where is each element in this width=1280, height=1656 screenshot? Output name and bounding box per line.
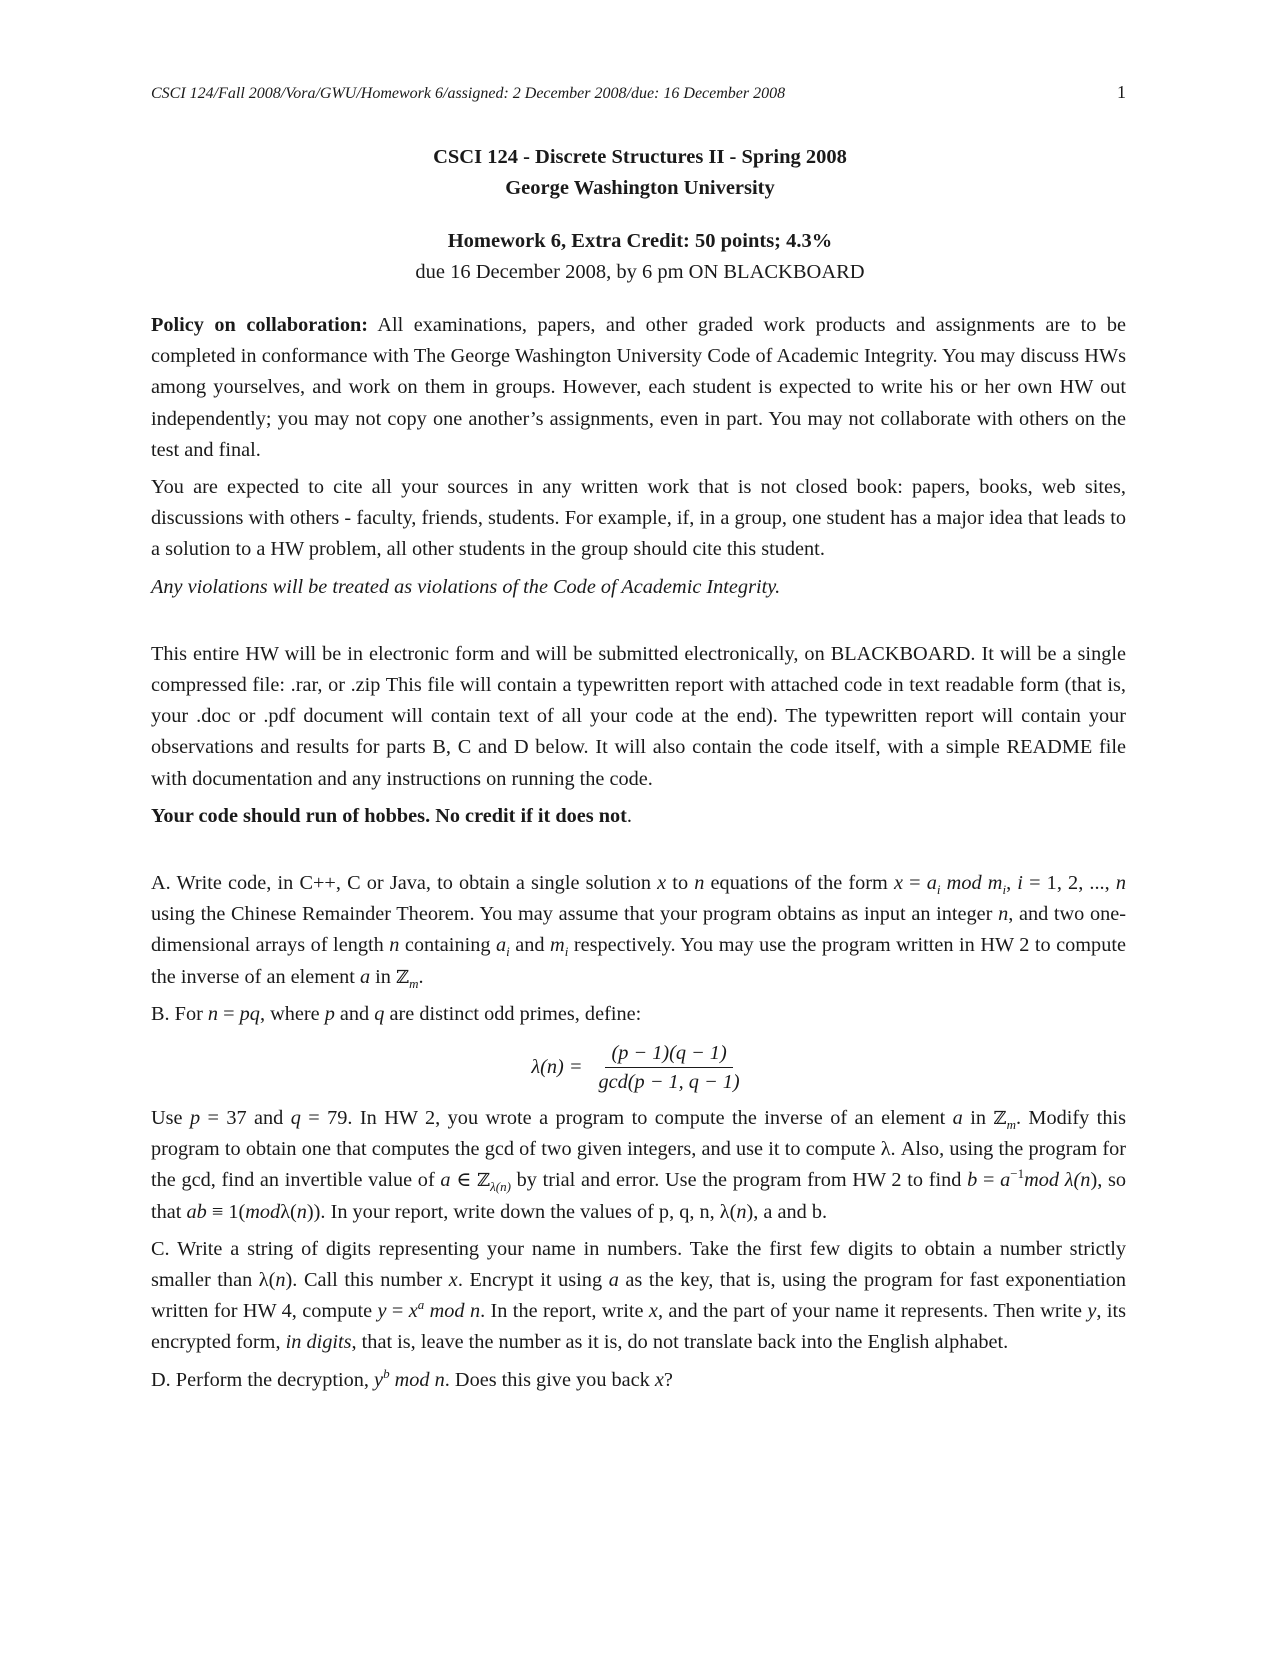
formula-numerator: (p − 1)(q − 1) [605, 1040, 732, 1068]
policy-text: All examinations, papers, and other graded work products and assignments are to be completed in conformance with The George Washington University Code of Academic Integrity. You may discuss HWs among yourselves, and work on them in groups. However, each student is expected to write his or her own HW out independently; you may not copy one another’s assignments, even in part. You may not collaborate with others on the test and final. [151, 314, 1126, 461]
policy-heading: Policy on collaboration: [151, 314, 368, 336]
homework-title: Homework 6, Extra Credit: 50 points; 4.3% [447, 230, 833, 252]
formula-lhs: λ(n) = [531, 1055, 583, 1078]
running-header [151, 82, 1126, 103]
hobbes-warning-bold: Your code should run of hobbes. No credit if it does not [151, 804, 627, 827]
formula-denominator: gcd(p − 1, q − 1) [598, 1071, 740, 1094]
part-a: A. Write code, in C++, C or Java, to obtain a single solution x to n equations of the form $x = a_i$ mod $m_i$, i = 1, 2, ..., n using the Chinese Remainder Theorem. You may assume that your program obtains as input an integer n, and two one-dimensional arrays of length n containing $a_i$ and $m_i$ respectively. You may use the program written in HW 2 to compute the inverse of an element a in ℤ$_m$. [151, 872, 1126, 991]
hobbes-warning: Your code should run of hobbes. No credit if it does not. [151, 804, 632, 827]
policy-paragraph [151, 310, 1126, 466]
university-name: George Washington University [505, 177, 775, 199]
violations-notice: Any violations will be treated as violations of the Code of Academic Integrity. [151, 575, 781, 598]
lambda-formula [151, 1040, 1126, 1095]
part-b-intro: B. For n = pq, where p and q are distinct odd primes, define: [151, 1002, 642, 1025]
homework-title-block [0, 226, 1280, 288]
page-number: 1 [1117, 82, 1126, 102]
course-title: CSCI 124 - Discrete Structures II - Spring 2008 [433, 146, 847, 168]
document-body [151, 310, 1126, 1396]
part-b-body: Use p = 37 and q = 79. In HW 2, you wrote a program to compute the inverse of an element a in ℤ$_m$. Modify this program to obtain one that computes the gcd of two given integers, and use it to compute λ. Also, using the program for the gcd, find an invertible value of a ∈ ℤ$_{\lambda(n)}$ by trial and error. Use the program from HW 2 to find $b = a^{-1}mod$ λ(n), so that ab ≡ 1(modλ(n)). In your report, write down the values of p, q, n, λ(n), a and b. [151, 1107, 1126, 1223]
part-c: C. Write a string of digits representing your name in numbers. Take the first few digits to obtain a number strictly smaller than λ(n). Call this number x. Encrypt it using a as the key, that is, using the program for fast exponentiation written for HW 4, compute $y = x^a$ mod n. In the report, write x, and the part of your name it represents. Then write y, its encrypted form, in digits, that is, leave the number as it is, do not translate back into the English alphabet. [151, 1237, 1126, 1354]
due-date: due 16 December 2008, by 6 pm ON BLACKBOARD [415, 261, 865, 283]
citation-paragraph: You are expected to cite all your sources in any written work that is not closed book: papers, books, web sites, discussions with others - faculty, friends, students. For example, if, in a group, one student has a major idea that leads to a solution to a HW problem, all other students in the group should cite this student. [151, 476, 1126, 561]
running-title: CSCI 124/Fall 2008/Vora/GWU/Homework 6/assigned: 2 December 2008/due: 16 December 2008 [151, 85, 786, 102]
course-title-block [0, 142, 1280, 204]
submission-paragraph: This entire HW will be in electronic form and will be submitted electronically, on BLACKBOARD. It will be a single compressed file: .rar, or .zip This file will contain a typewritten report with attached code in text readable form (that is, your .doc or .pdf document will contain text of all your code at the end). The typewritten report will contain your observations and results for parts B, C and D below. It will also contain the code itself, with a simple README file with documentation and any instructions on running the code. [151, 642, 1126, 790]
part-d: D. Perform the decryption, $y^b$ mod n. Does this give you back x? [151, 1365, 673, 1391]
formula-fraction [593, 1040, 746, 1095]
